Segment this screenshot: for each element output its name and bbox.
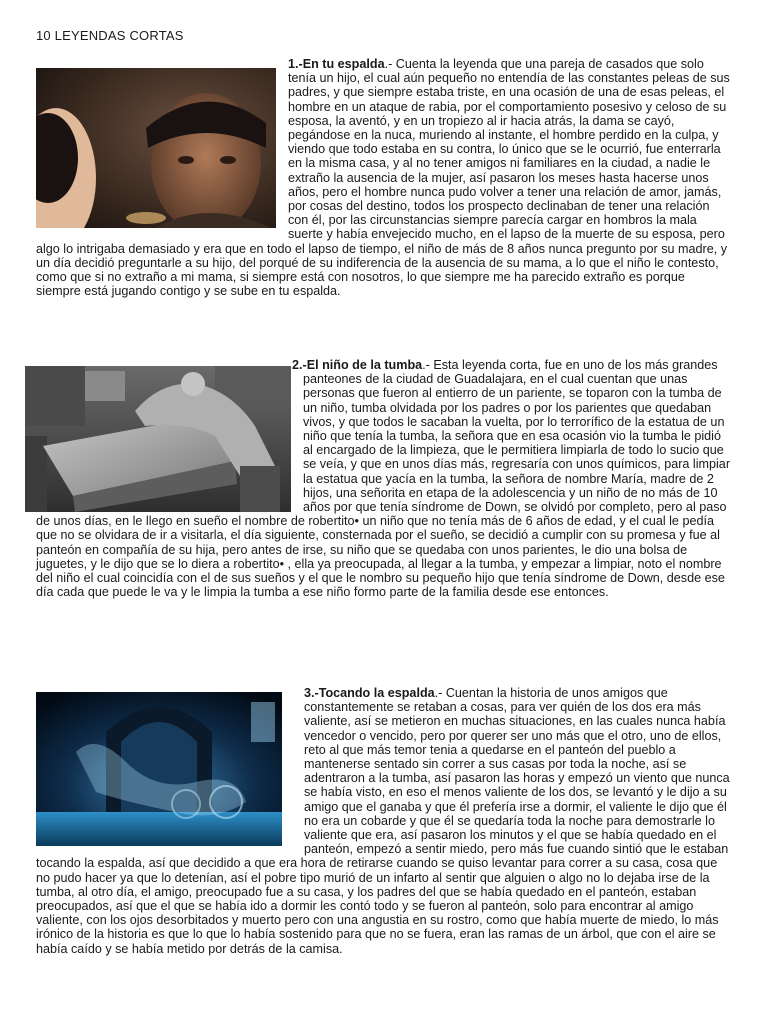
legend-2 [25, 358, 730, 599]
legend-1 [36, 57, 732, 298]
document-title: 10 LEYENDAS CORTAS [36, 28, 184, 43]
man-portrait-image [36, 68, 276, 228]
ghost-cemetery-image [36, 692, 282, 846]
legend-2-body: .- Esta leyenda corta, fue en uno de los más grandes panteones de la ciudad de Guadalajara, en el cual cuentan que unas personas que fueron al entierro de un pariente, se toparon con la tumba de un niño, tumba olvidada por los padres o por los parientes que quedaban vivos, y que todos le sacaban la vuelta, por lo terrorífico de la estatua de un niño que tenía la tumba, la señora que en esa ocasión vio la tumba le pidió al encargado de la limpieza, que le permitiera limpiarla de todo lo sucio que se veía, y que en unos días más, regresaría con unos químicos, para limpiar la estatua que yacía en la tumba, la señora de nombre María, madre de 2 hijos, una señorita en etapa de la adolescencia y un niño de no más de 10 años por que tenía síndrome de Down, se olvidó por completo, pero al paso de unos días, en le llego en sueño el nombre de robertito• un niño que no tenía más de 6 años de edad, y el cual le pedía que no se olvidara de ir a visitarla, el día siguiente, consternada por el sueño, se decidió a cumplir con su promesa y fue al panteón en compañía de su hija, pero antes de irse, su niño que se quedaba con unos parientes, le dio una bolsa de juguetes, y le dijo que se lo diera a robertito• , ella ya preocupada, al llegar a la tumba, y empezar a limpiar, noto el nombre del niño el cual coincidía con el de sus sueños y el que le nombro su pequeño hijo que tenía síndrome de Down, desde ese día cada que puede le va y le limpia la tumba a ese niño formo parte de la familia desde ese entonces. [36, 358, 731, 600]
tomb-statue-image [25, 366, 291, 512]
legend-3-body: .- Cuentan la historia de unos amigos que constantemente se retaban a cosas, para ver quién de los dos era más valiente, así se metieron en muchas situaciones, en las cuales nunca había vencedor o vencido, pero por querer ser uno más que el otro, uno de ellos, reto al que más temor tenia a quedarse en el panteón del pueblo a mantenerse sentado sin correr a sus casas por toda la noche, así se adentraron a la tumba, así pasaron las horas y empezó un viento que nunca se había visto, en eso el menos valiente de los dos, se levantó y le dijo a su amigo que el ganaba y que él prefería irse a dormir, el valiente le dijo que él no era un cobarde y que él se quedaría toda la noche para demostrarle lo valiente que era, así pasaron los minutos y el que se había quedado en el panteón, empezó a sentir miedo, pero más fue cuando sintió que le estaban tocando la espalda, así que decidido a que era hora de retirarse cuando se quiso levantar para correr a su casa, cosa que no pudo hacer ya que lo detenían, así el pobre tipo murió de un infarto al sentir que alguien o algo no lo dejaba irse de la tumba, al otro día, el amigo, preocupado fue a su casa, y los padres del que se había quedado en el panteón, estaban preocupados, así que el que se había ido a dormir les contó todo y se fueron al panteón, solo para encontrar al amigo valiente, con los ojos desorbitados y muerto pero con una angustia en su rostro, como que había muerte de miedo, lo más irónico de la historia es que lo que lo había sostenido para que no se fuera, eran las ramas de un árbol, que con el aire se había caído y se había metido por detrás de la camisa. [36, 686, 730, 956]
legend-2-photo [25, 366, 291, 512]
legend-1-photo [36, 68, 276, 228]
legend-3-photo [36, 692, 282, 846]
legend-3 [36, 686, 732, 956]
legend-3-heading: 3.-Tocando la espalda [304, 686, 435, 700]
legend-1-body: .- Cuenta la leyenda que una pareja de casados que solo tenía un hijo, el cual aún pequeño no entendía de las constantes peleas de sus padres, y que siempre estaba triste, en una ocasión de una de esas peleas, el hombre en un ataque de rabia, por el comportamiento posesivo y celoso de su esposa, la aventó, y en un tropiezo al ir hacia atrás, la dama se cayó, pegándose en la nuca, muriendo al instante, el hombre perdido en la culpa, y viendo que todo estaba en su contra, lo único que se le ocurrió, fue enterrarla en la misma casa, y al no tener amigos ni familiares en la ciudad, a nadie le extraño la ausencia de la mujer, así pasaron los meses hasta hacerse unos años, pero el hombre nunca pudo volver a tener una relación de amor, jamás, por cosas del destino, todos los prospecto declinaban de tener una relación con él, por las circunstancias siempre parecía cargar en hombros la mala suerte y había envejecido mucho, en el lapso de la muerte de su esposa, pero algo lo intrigaba demasiado y era que en todo el lapso de tiempo, el niño de más de 8 años nunca pregunto por su madre, y un día decidió preguntarle a su hijo, del porqué de su indiferencia de la ausencia de su mama, a lo que el niño le contesto, como que si no extraño a mi mama, si siempre está con nosotros, lo que siempre me ha parecido extraño es porque siempre está jugando contigo y se sube en tu espalda. [36, 57, 730, 299]
legend-1-heading: 1.-En tu espalda [288, 57, 385, 71]
legend-2-heading: 2.-El niño de la tumba [292, 358, 423, 372]
